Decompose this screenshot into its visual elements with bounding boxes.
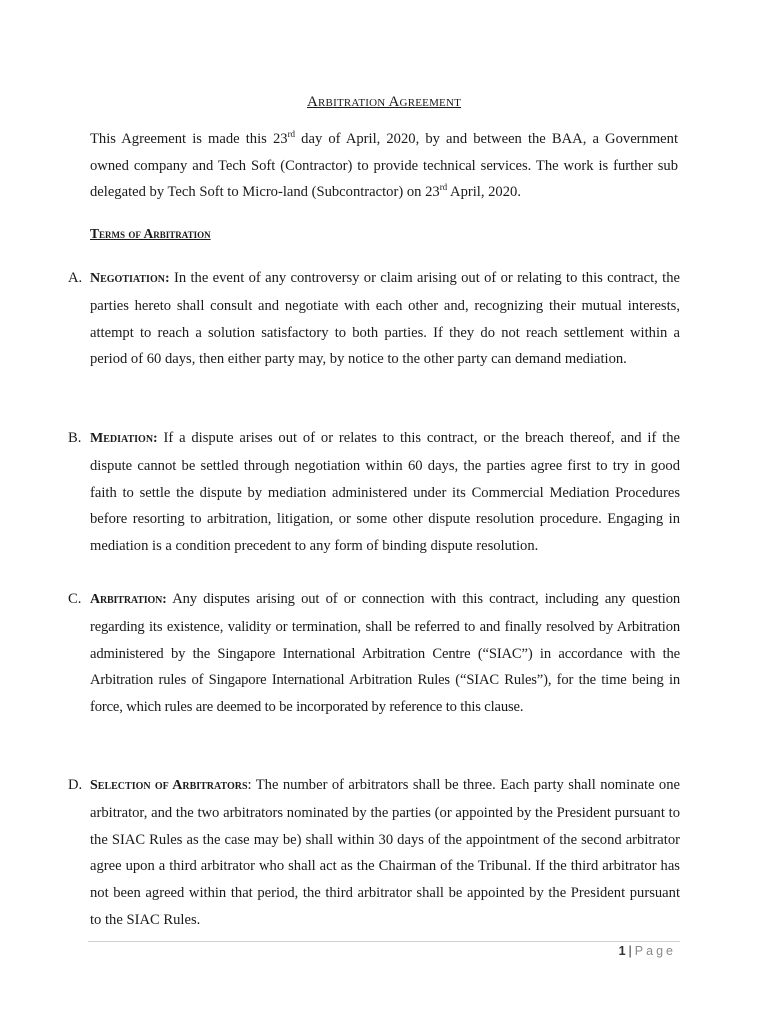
clause-arbitration bbox=[68, 586, 680, 721]
clause-body bbox=[90, 586, 680, 721]
clause-negotiation bbox=[68, 265, 680, 373]
clause-heading: Arbitration: bbox=[90, 592, 167, 607]
clause-letter: D. bbox=[68, 777, 83, 793]
page-separator: | bbox=[628, 944, 632, 958]
clause-mediation bbox=[68, 425, 680, 560]
clause-text: If a dispute arises out of or relates to this contract, or the breach thereof, and if the dispute cannot be settled through negotiation within 60 days, the parties agree first to try in good faith to settle the dispute by mediation administered under its Commercial Mediation Procedures before resorting to arbitration, litigation, or some other dispute resolution procedure. Engaging in mediation is a condition precedent to any form of binding dispute resolution. bbox=[90, 430, 680, 555]
footer-divider bbox=[88, 941, 680, 942]
clause-selection-of-arbitrators bbox=[68, 772, 680, 934]
clause-letter: A. bbox=[68, 270, 83, 286]
clause-letter: C. bbox=[68, 591, 82, 607]
intro-text-3: April, 2020. bbox=[447, 184, 521, 200]
clause-heading: Negotiation: bbox=[90, 271, 170, 286]
clause-text: In the event of any controversy or claim arising out of or relating to this contract, the parties hereto shall consult and negotiate with each other and, recognizing their mutual interests, attempt to reach a solution satisfactory to both parties. If they do not reach settlement within a period of 60 days, then either party may, by notice to the other party can demand mediation. bbox=[90, 270, 680, 368]
clause-text: Any disputes arising out of or connection with this contract, including any question regarding its existence, validity or termination, shall be referred to and finally resolved by Arbitration administered by the Singapore International Arbitration Centre (“SIAC”) in accordance with the Arbitration rules of Singapore International Arbitration Rules (“SIAC Rules”), for the time being in force, which rules are deemed to be incorporated by reference to this clause. bbox=[90, 591, 680, 716]
page-number: 1 bbox=[618, 944, 626, 958]
intro-text-1: This Agreement is made this 23 bbox=[90, 131, 288, 147]
intro-text-2: day of April, 2020, by and between the BAA, a Government owned company and Tech Soft (Contractor) to provide technical services. The work is further sub delegated by Tech Soft to Micro-land (Subcontractor) on 23 bbox=[90, 131, 679, 200]
clause-heading: Selection of Arbitrators bbox=[90, 778, 248, 793]
clause-body bbox=[90, 772, 680, 934]
clause-text: : The number of arbitrators shall be three. Each party shall nominate one arbitrator, and the two arbitrators nominated by the parties (or appointed by the President pursuant to the SIAC Rules as the case may be) shall within 30 days of the appointment of the second arbitrator agree upon a third arbitrator who shall act as the Chairman of the Tribunal. If the third arbitrator has not been agreed within that period, the third arbitrator shall be appointed by the President pursuant to the SIAC Rules. bbox=[90, 777, 680, 928]
clause-letter: B. bbox=[68, 430, 82, 446]
terms-heading: Terms of Arbitration bbox=[90, 226, 211, 241]
page-footer bbox=[619, 944, 676, 958]
intro-paragraph bbox=[90, 126, 678, 206]
clause-body bbox=[90, 265, 680, 373]
document-title: Arbitration Agreement bbox=[306, 94, 462, 110]
clause-body bbox=[90, 425, 680, 560]
page-label: Page bbox=[634, 944, 676, 958]
intro-sup-1: rd bbox=[287, 129, 296, 140]
intro-sup-2: rd bbox=[439, 182, 448, 193]
clause-heading: Mediation: bbox=[90, 431, 158, 446]
